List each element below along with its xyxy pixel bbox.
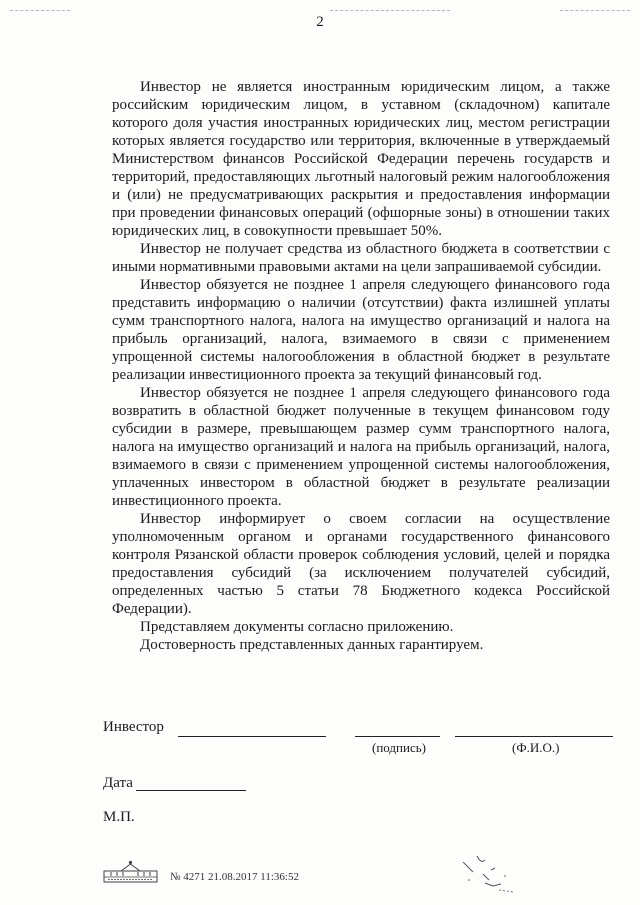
full-name-line (455, 736, 613, 737)
paragraph-return-obligation: Инвестор обязуется не позднее 1 апреля следующего финансового года возвратить в областной бюджет полученные в текущем финансовом году субсидии в размере, превышающем размер сумм транспортного налога, налога на имущество организаций и налога на прибыль организаций, налога, взимаемого в связи с применением упрощенной системы налогообложения, уплаченных инвестором в областной бюджет в результате реализации инвестиционного проекта. (112, 385, 610, 509)
paragraph-documents: Представляем документы согласно приложению. (140, 619, 454, 635)
investor-label: Инвестор (103, 719, 164, 735)
signature-caption: (подпись) (372, 740, 426, 755)
building-stamp-icon (103, 860, 158, 884)
paragraph-guarantee: Достоверность представленных данных гарантируем. (140, 637, 484, 653)
handwritten-signature-mark (455, 850, 525, 895)
date-line (136, 790, 246, 791)
paragraph-no-budget-funds: Инвестор не получает средства из областного бюджета в соответствии с иными нормативными правовыми актами на цели запрашиваемой субсидии. (112, 241, 610, 275)
page-number: 2 (316, 14, 324, 30)
registration-stamp: № 4271 21.08.2017 11:36:52 (170, 871, 299, 883)
paragraph-offshore: Инвестор не является иностранным юридическим лицом, а также российским юридическим лицом, в уставном (складочном) капитале которого доля участия иностранных юридических лиц, местом регистрации которых является государство или территория, включенные в утверждаемый Министерством финансов Российской Федерации перечень государств и территорий, предоставляющих льготный налоговый режим налогообложения и (или) не предусматривающих раскрытия и предоставления информации при проведении финансовых операций (офшорные зоны) в отношении таких юридических лиц, в совокупности превышает 50%. (112, 79, 610, 239)
full-name-caption: (Ф.И.О.) (512, 740, 560, 755)
seal-label: М.П. (103, 809, 135, 825)
paragraph-consent: Инвестор информирует о своем согласии на осуществление уполномоченным органом и органами государственного финансового контроля Рязанской области проверок соблюдения условий, целей и порядка предоставления субсидий (за исключением получателей субсидий, определенных частью 5 статьи 78 Бюджетного кодекса Российской Федерации). (112, 511, 610, 617)
date-label: Дата (103, 775, 133, 791)
investor-name-line (178, 736, 326, 737)
paragraph-tax-info-obligation: Инвестор обязуется не позднее 1 апреля следующего финансового года представить информацию о наличии (отсутствии) факта излишней уплаты сумм транспортного налога, налога на имущество организаций и налога на прибыль организаций, налога, взимаемого в связи с применением упрощенной системы налогообложения в областной бюджет в результате реализации инвестиционного проекта за текущий финансовый год. (112, 277, 610, 383)
signature-line (355, 736, 440, 737)
